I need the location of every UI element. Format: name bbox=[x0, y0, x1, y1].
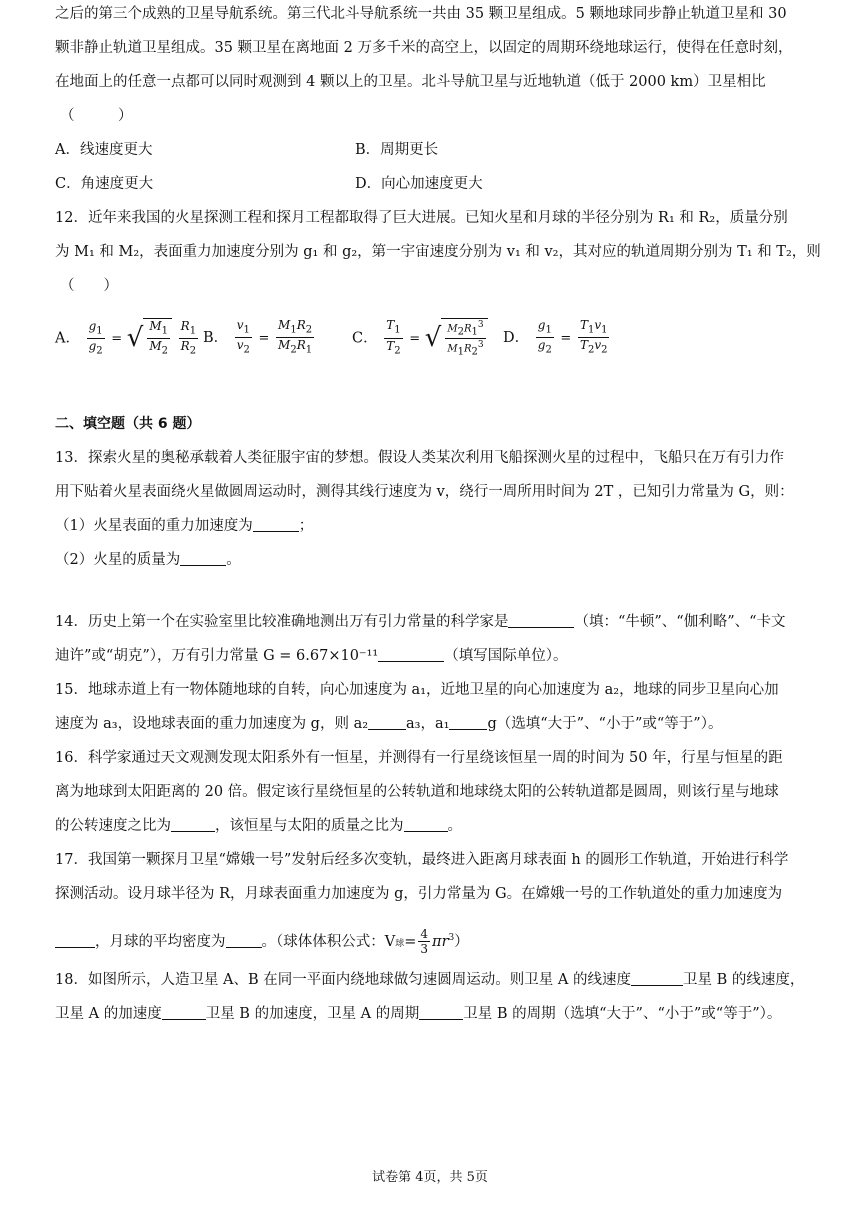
q15-line-1: 15．地球赤道上有一物体随地球的自转，向心加速度为 a₁，近地卫星的向心加速度为 a₂，地球的同步卫星向心加 bbox=[55, 682, 779, 698]
q15-line-2: 速度为 a₃，设地球表面的重力加速度为 g，则 a₂ a₃，a₁ g（选填“大于”、“小于”或“等于”）。 bbox=[55, 716, 723, 732]
q17-blank-2[interactable] bbox=[226, 933, 262, 948]
q18-line-1: 18．如图所示，人造卫星 A、B 在同一平面内绕地球做匀速圆周运动。则卫星 A 的线速度 卫星 B 的线速度， bbox=[55, 972, 805, 988]
q18-blank-1[interactable] bbox=[631, 971, 683, 986]
q16-blank-2[interactable] bbox=[404, 817, 448, 832]
q12-option-d-label: D． bbox=[503, 329, 530, 346]
q12-line-2: 为 M₁ 和 M₂，表面重力加速度分别为 g₁ 和 g₂，第一宇宙速度分别为 v₁ 和 v₂，其对应的轨道周期分别为 T₁ 和 T₂，则 bbox=[55, 244, 821, 260]
q13-blank-1[interactable] bbox=[253, 517, 299, 532]
q18-blank-3[interactable] bbox=[419, 1005, 463, 1020]
q11-option-d: D．向心加速度更大 bbox=[355, 176, 483, 192]
section-fill-in-title: 二、填空题（共 6 题） bbox=[55, 416, 201, 432]
q12-option-d: D． $\frac{g_1}{g_2}$ = $\frac{T_1v_1}{T_2v_2}$ bbox=[503, 318, 608, 356]
q12-option-c: C． $\frac{T_1}{T_2}$ = √ $\frac{M_2R_1^3}{M_1R_2^3}$ bbox=[352, 318, 488, 359]
q14-blank-2[interactable] bbox=[378, 647, 444, 662]
formula-four-thirds: $\frac{4}{3}$ bbox=[420, 927, 429, 957]
q15-blank-1[interactable] bbox=[368, 715, 406, 730]
q11-option-b: B．周期更长 bbox=[355, 142, 439, 158]
formula-sqrt-mr3-ratio: √ $\frac{M_2R_1^3}{M_1R_2^3}$ bbox=[425, 318, 488, 359]
q12-option-b-label: B． bbox=[203, 329, 229, 346]
q11-answer-paren: （ ） bbox=[60, 108, 133, 124]
q11-option-a: A．线速度更大 bbox=[55, 142, 153, 158]
q16-blank-1[interactable] bbox=[171, 817, 215, 832]
q17-line-1: 17．我国第一颗探月卫星“嫦娥一号”发射后经多次变轨，最终进入距离月球表面 h 的圆形工作轨道，开始进行科学 bbox=[55, 852, 789, 868]
q16-line-1: 16．科学家通过天文观测发现太阳系外有一恒星，并测得有一行星绕该恒星一周的时间为 50 年，行星与恒星的距 bbox=[55, 750, 783, 766]
q12-line-1: 12．近年来我国的火星探测工程和探月工程都取得了巨大进展。已知火星和月球的半径分别为 R₁ 和 R₂，质量分别 bbox=[55, 210, 788, 226]
q16-line-2: 离为地球到太阳距离的 20 倍。假定该行星绕恒星的公转轨道和地球绕太阳的公转轨道都是圆周，则该行星与地球 bbox=[55, 784, 779, 800]
q17-line-3: ，月球的平均密度为 。（球体体积公式：V球= $\frac{4}{3}$ $\pi r^3$） bbox=[55, 922, 815, 954]
q13-sub-2: （2）火星的质量为 。 bbox=[55, 552, 241, 568]
q13-line-2: 用下贴着火星表面绕火星做圆周运动时，测得其线行速度为 v，绕行一周所用时间为 2T ，已知引力常量为 G，则： bbox=[55, 484, 794, 500]
formula-mr-ratio: $\frac{M_1R_2}{M_2R_1}$ bbox=[278, 318, 313, 356]
q11-line-3: 在地面上的任意一点都可以同时观测到 4 颗以上的卫星。北斗导航卫星与近地轨道（低于 2000 km）卫星相比 bbox=[55, 74, 766, 90]
q18-line-2: 卫星 A 的加速度 卫星 B 的加速度，卫星 A 的周期 卫星 B 的周期（选填“大于”、“小于”或“等于”）。 bbox=[55, 1006, 782, 1022]
q15-blank-2[interactable] bbox=[449, 715, 487, 730]
q12-option-a-label: A． bbox=[55, 330, 80, 347]
q13-line-1: 13．探索火星的奥秘承载着人类征服宇宙的梦想。假设人类某次利用飞船探测火星的过程中，飞船只在万有引力作 bbox=[55, 450, 784, 466]
q12-option-c-label: C． bbox=[352, 330, 378, 347]
q18-blank-2[interactable] bbox=[162, 1005, 206, 1020]
formula-g-ratio: $\frac{g_1}{g_2}$ bbox=[88, 318, 103, 357]
formula-t-ratio: $\frac{T_1}{T_2}$ bbox=[386, 318, 401, 357]
formula-sqrt-m-ratio: √ $\frac{M_1}{M_2}$ bbox=[127, 318, 172, 359]
page-footer: 试卷第 4页，共 5页 bbox=[372, 1170, 488, 1185]
q16-line-3: 的公转速度之比为 ，该恒星与太阳的质量之比为 。 bbox=[55, 818, 462, 834]
q14-line-1: 14．历史上第一个在实验室里比较准确地测出万有引力常量的科学家是 （填：“牛顿”、“伽利略”、“卡文 bbox=[55, 614, 786, 630]
q14-line-2: 迪许”或“胡克”），万有引力常量 G = 6.67×10⁻¹¹ （填写国际单位）。 bbox=[55, 648, 568, 664]
formula-tv-ratio: $\frac{T_1v_1}{T_2v_2}$ bbox=[579, 318, 608, 356]
q17-blank-1[interactable] bbox=[55, 933, 95, 948]
formula-g-ratio-d: $\frac{g_1}{g_2}$ bbox=[537, 318, 552, 356]
formula-v-ratio: $\frac{v_1}{v_2}$ bbox=[236, 318, 250, 356]
formula-r-ratio: $\frac{R_1}{R_2}$ bbox=[180, 318, 197, 357]
q11-line-2: 颗非静止轨道卫星组成。35 颗卫星在离地面 2 万多千米的高空上，以固定的周期环绕地球运行，使得在任意时刻， bbox=[55, 40, 793, 56]
q12-option-b: B． $\frac{v_1}{v_2}$ = $\frac{M_1R_2}{M_2R_1}$ bbox=[203, 318, 313, 356]
q13-sub-1: （1）火星表面的重力加速度为 ； bbox=[55, 518, 314, 534]
q17-line-2: 探测活动。设月球半径为 R，月球表面重力加速度为 g，引力常量为 G。在嫦娥一号的工作轨道处的重力加速度为 bbox=[55, 886, 783, 902]
q11-line-1: 之后的第三个成熟的卫星导航系统。第三代北斗导航系统一共由 35 颗卫星组成。5 颗地球同步静止轨道卫星和 30 bbox=[55, 6, 787, 22]
q13-blank-2[interactable] bbox=[180, 551, 226, 566]
q14-blank-1[interactable] bbox=[508, 613, 574, 628]
q12-option-a: A． $\frac{g_1}{g_2}$ = √ $\frac{M_1}{M_2}$ $\frac{R_1}{R_2}$ bbox=[55, 318, 197, 357]
q12-answer-paren: （ ） bbox=[60, 278, 118, 294]
q11-option-c: C．角速度更大 bbox=[55, 176, 154, 192]
